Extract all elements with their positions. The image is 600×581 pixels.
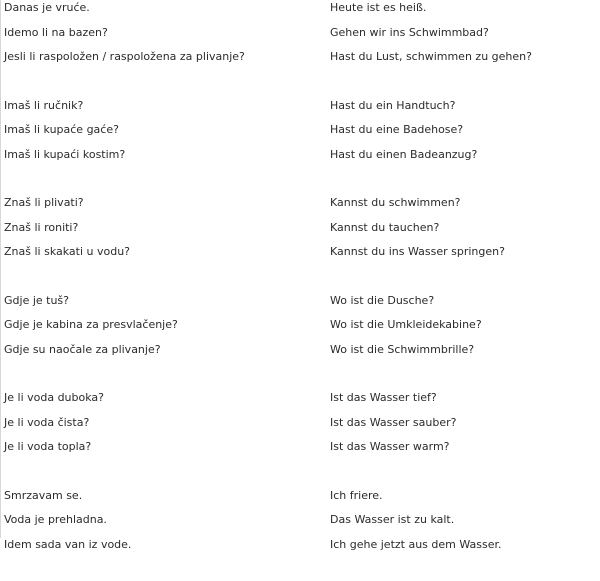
phrase-row <box>4 45 600 70</box>
croatian-phrase: Je li voda topla? <box>4 440 92 453</box>
phrase-row <box>4 289 600 314</box>
phrase-group-weather <box>4 0 600 70</box>
phrase-row <box>4 240 600 265</box>
german-phrase: Hast du ein Handtuch? <box>330 98 456 112</box>
croatian-phrase: Danas je vruće. <box>4 1 90 14</box>
german-phrase: Hast du Lust, schwimmen zu gehen? <box>330 50 532 63</box>
phrase-row <box>4 338 600 363</box>
croatian-phrase: Gdje je kabina za presvlačenje? <box>4 318 178 331</box>
croatian-phrase: Gdje je tuš? <box>4 293 70 307</box>
croatian-phrase: Gdje su naočale za plivanje? <box>4 342 161 356</box>
phrase-row <box>4 0 600 21</box>
phrase-group-locations <box>4 289 600 363</box>
croatian-phrase: Jesli li raspoložen / raspoložena za plivanje? <box>4 50 245 63</box>
phrase-table <box>4 0 600 581</box>
german-phrase: Wo ist die Schwimmbrille? <box>330 342 475 356</box>
croatian-phrase: Imaš li kupaće gaće? <box>4 123 119 136</box>
phrase-row <box>4 143 600 168</box>
phrase-row <box>4 508 600 533</box>
croatian-phrase: Je li voda duboka? <box>4 391 104 404</box>
croatian-phrase: Idem sada van iz vode. <box>4 537 132 551</box>
german-phrase: Ich gehe jetzt aus dem Wasser. <box>330 537 502 551</box>
german-phrase: Wo ist die Dusche? <box>330 293 435 307</box>
croatian-phrase: Je li voda čista? <box>4 415 90 429</box>
page-left-border <box>0 0 1 538</box>
german-phrase: Hast du eine Badehose? <box>330 123 464 136</box>
phrase-row <box>4 191 600 216</box>
german-phrase: Ist das Wasser tief? <box>330 391 437 404</box>
croatian-phrase: Voda je prehladna. <box>4 513 107 526</box>
phrase-row <box>4 313 600 338</box>
phrase-row <box>4 21 600 46</box>
croatian-phrase: Znaš li skakati u vodu? <box>4 245 131 258</box>
phrase-row <box>4 435 600 460</box>
phrase-row <box>4 411 600 436</box>
phrase-group-items <box>4 94 600 168</box>
croatian-phrase: Idemo li na bazen? <box>4 25 108 39</box>
croatian-phrase: Znaš li roniti? <box>4 220 79 234</box>
phrase-row <box>4 118 600 143</box>
german-phrase: Ich friere. <box>330 488 383 502</box>
german-phrase: Kannst du tauchen? <box>330 220 440 234</box>
phrase-group-abilities <box>4 191 600 265</box>
phrase-row <box>4 94 600 119</box>
german-phrase: Kannst du schwimmen? <box>330 196 461 209</box>
croatian-phrase: Znaš li plivati? <box>4 196 84 209</box>
german-phrase: Das Wasser ist zu kalt. <box>330 513 455 526</box>
croatian-phrase: Smrzavam se. <box>4 488 83 502</box>
german-phrase: Heute ist es heiß. <box>330 1 427 14</box>
phrase-row <box>4 484 600 509</box>
german-phrase: Kannst du ins Wasser springen? <box>330 245 505 258</box>
phrase-group-cold <box>4 484 600 558</box>
phrase-group-water <box>4 386 600 460</box>
phrase-row <box>4 533 600 558</box>
german-phrase: Wo ist die Umkleidekabine? <box>330 318 482 331</box>
german-phrase: Gehen wir ins Schwimmbad? <box>330 25 489 39</box>
phrase-row <box>4 386 600 411</box>
croatian-phrase: Imaš li ručnik? <box>4 98 84 112</box>
croatian-phrase: Imaš li kupaći kostim? <box>4 147 126 161</box>
german-phrase: Hast du einen Badeanzug? <box>330 147 478 161</box>
german-phrase: Ist das Wasser sauber? <box>330 415 457 429</box>
german-phrase: Ist das Wasser warm? <box>330 440 450 453</box>
phrase-row <box>4 216 600 241</box>
